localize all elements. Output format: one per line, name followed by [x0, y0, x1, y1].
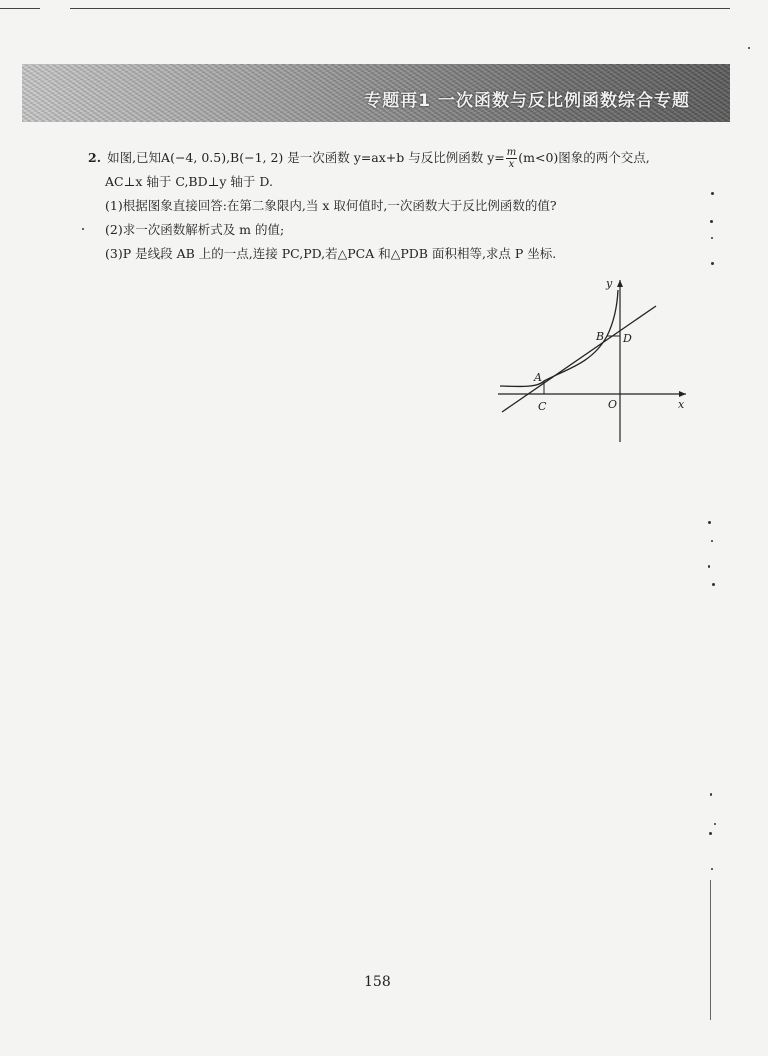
- scan-speck: [711, 192, 714, 195]
- top-rule: [0, 8, 730, 9]
- fraction-denominator: x: [508, 159, 515, 170]
- problem-stem: [88, 146, 708, 170]
- question-1: (1)根据图象直接回答:在第二象限内,当 x 取何值时,一次函数大于反比例函数的值?: [105, 198, 557, 213]
- scan-speck: [712, 583, 715, 586]
- label-c: C: [538, 400, 547, 413]
- scan-speck: [82, 228, 84, 230]
- label-d: D: [623, 332, 632, 345]
- label-o: O: [608, 398, 618, 411]
- scan-speck: [711, 868, 713, 870]
- scan-speck: [710, 793, 712, 796]
- label-y: y: [606, 277, 613, 290]
- fraction-m-over-x: [506, 147, 517, 170]
- label-b: B: [596, 330, 605, 343]
- y-axis-arrow: [617, 280, 623, 287]
- question-2: (2)求一次函数解析式及 m 的值;: [105, 222, 285, 237]
- banner-title: 专题再1 一次函数与反比例函数综合专题: [364, 91, 690, 111]
- problem-number: 2.: [88, 150, 102, 165]
- chapter-banner: [22, 64, 730, 122]
- stem-part1: 如图,已知A(−4, 0.5),B(−1, 2) 是一次函数 y=ax+b 与反比例函数 y=: [107, 150, 505, 165]
- scan-speck: [748, 47, 750, 49]
- scan-speck: [711, 237, 713, 239]
- stem-part2: (m<0)图象的两个交点,: [518, 150, 650, 165]
- fraction-numerator: m: [506, 147, 517, 158]
- scan-speck: [711, 540, 713, 542]
- line-ab: [502, 306, 656, 412]
- scan-speck: [708, 565, 710, 568]
- label-a: A: [534, 371, 542, 384]
- problem-2: [88, 146, 708, 266]
- coordinate-figure: [494, 270, 694, 446]
- top-rule-gap: [40, 4, 70, 14]
- scan-speck: [708, 521, 711, 524]
- x-axis-arrow: [679, 391, 686, 397]
- scan-speck: [714, 823, 716, 825]
- stem-line2: AC⊥x 轴于 C,BD⊥y 轴于 D.: [105, 174, 273, 189]
- scan-speck: [709, 832, 712, 835]
- scan-speck: [711, 262, 714, 265]
- question-3: (3)P 是线段 AB 上的一点,连接 PC,PD,若△PCA 和△PDB 面积相等,求点 P 坐标.: [105, 246, 557, 261]
- scan-margin-line: [710, 880, 711, 1020]
- page-number: 158: [364, 974, 391, 990]
- label-x: x: [678, 398, 685, 411]
- scan-speck: [710, 220, 713, 223]
